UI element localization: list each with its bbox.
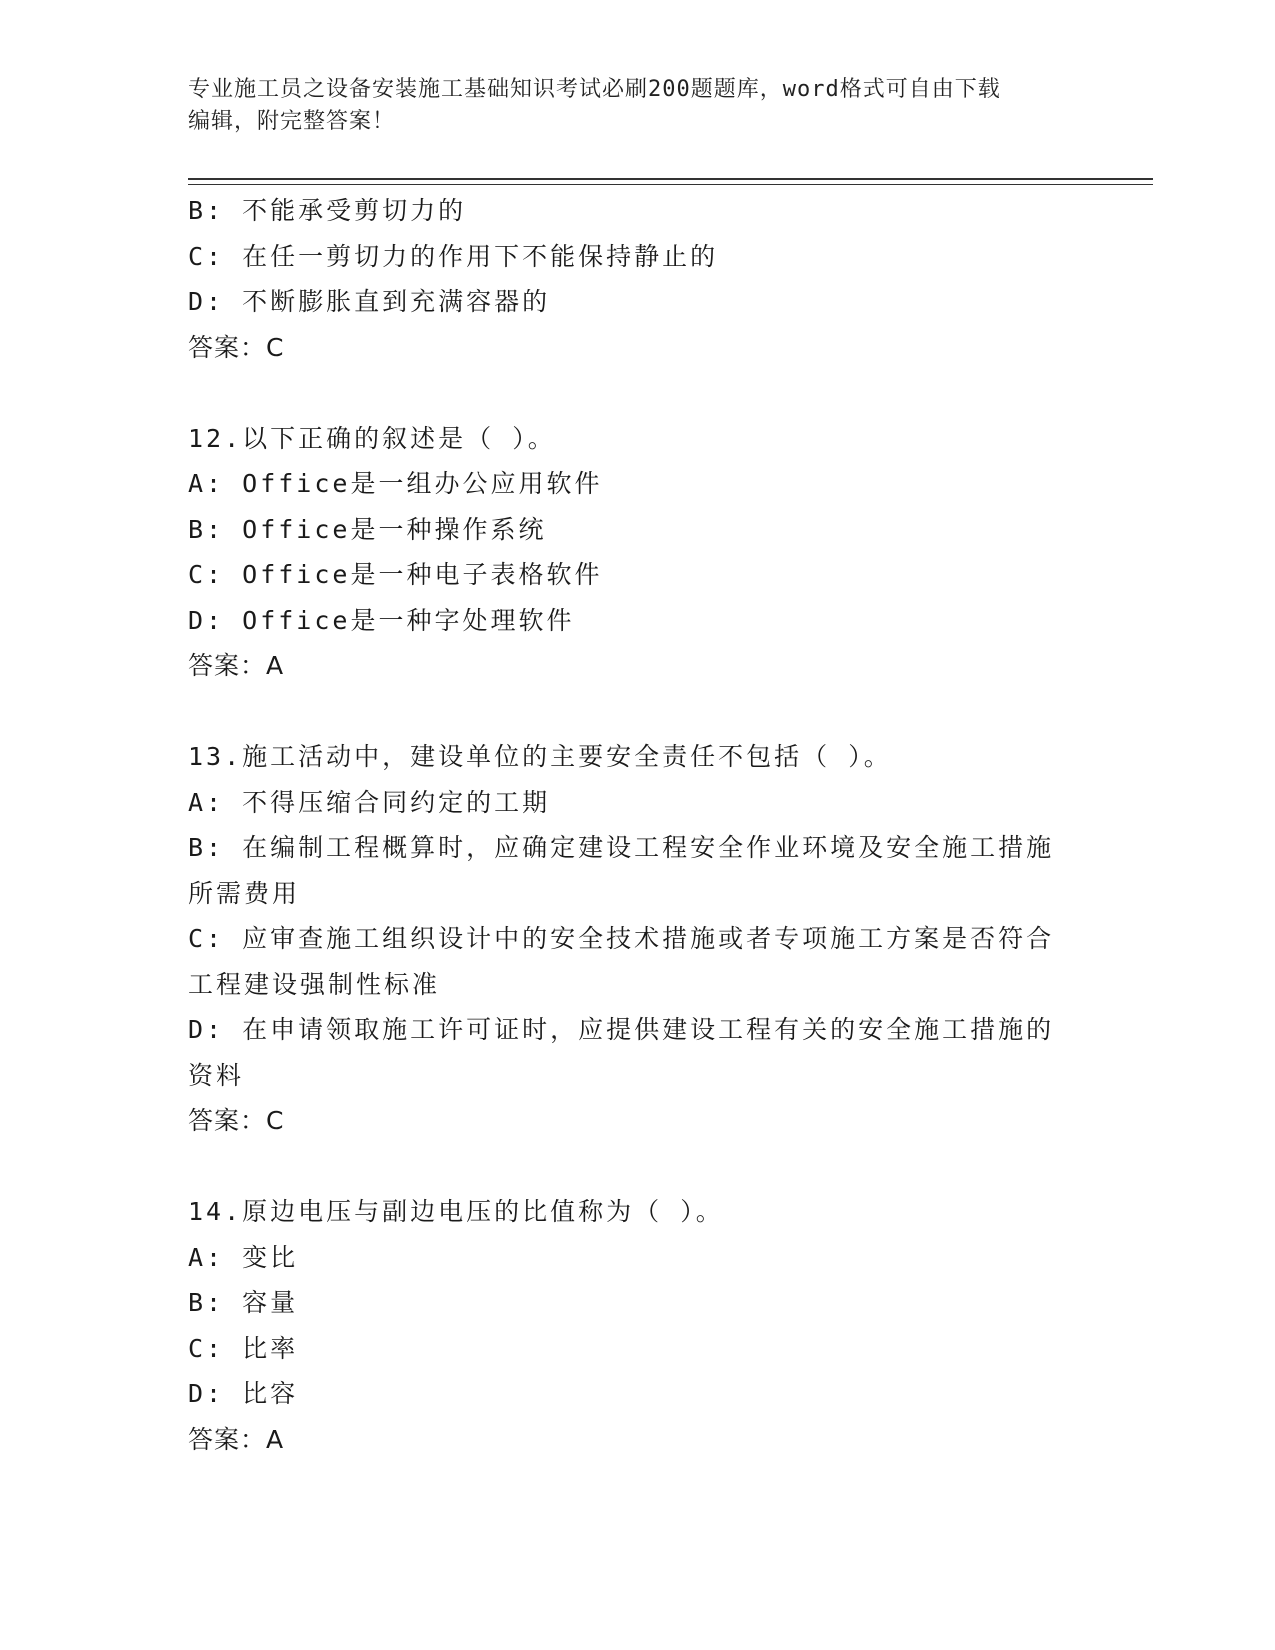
option-a: A: 不得压缩合同约定的工期 bbox=[188, 787, 551, 817]
option-c: C: 在任一剪切力的作用下不能保持静止的 bbox=[188, 241, 719, 271]
answer-line: 答案：C bbox=[188, 332, 285, 362]
question-text: 12.以下正确的叙述是（ ）。 bbox=[188, 423, 556, 453]
option-b: B: 不能承受剪切力的 bbox=[188, 196, 467, 225]
header-title-line-1: 专业施工员之设备安装施工基础知识考试必刷200题题库，word格式可自由下载 bbox=[188, 77, 1001, 102]
header-divider-thick bbox=[188, 178, 1153, 180]
answer-line: 答案：A bbox=[188, 651, 285, 680]
question-text: 13.施工活动中，建设单位的主要安全责任不包括（ ）。 bbox=[188, 742, 892, 771]
option-a: A: 变比 bbox=[188, 1242, 299, 1272]
answer-line: 答案：A bbox=[188, 1424, 285, 1454]
option-a: A: Office是一组办公应用软件 bbox=[188, 469, 603, 498]
option-d: D: 不断膨胀直到充满容器的 bbox=[188, 287, 551, 316]
question-12-block bbox=[188, 416, 1088, 689]
document-header bbox=[188, 74, 1068, 138]
option-c: C: Office是一种电子表格软件 bbox=[188, 560, 603, 589]
option-c: C: 比率 bbox=[188, 1333, 299, 1363]
question-14-block bbox=[188, 1189, 1088, 1462]
question-11-block bbox=[188, 188, 1088, 370]
option-c: C: 应审查施工组织设计中的安全技术措施或者专项施工方案是否符合 bbox=[188, 924, 1055, 953]
spacer bbox=[188, 689, 1088, 735]
question-13-block bbox=[188, 734, 1088, 1144]
question-text: 14.原边电压与副边电压的比值称为（ ）。 bbox=[188, 1197, 724, 1226]
option-d: D: Office是一种字处理软件 bbox=[188, 605, 575, 635]
option-b: B: Office是一种操作系统 bbox=[188, 514, 547, 544]
header-title-line-2: 编辑，附完整答案！ bbox=[188, 109, 396, 134]
answer-line: 答案：C bbox=[188, 1106, 285, 1135]
document-body bbox=[188, 188, 1088, 1462]
option-b: B: 在编制工程概算时，应确定建设工程安全作业环境及安全施工措施 bbox=[188, 833, 1055, 862]
header-divider-thin bbox=[188, 184, 1153, 185]
option-c-continued: 工程建设强制性标准 bbox=[188, 969, 441, 999]
option-d: D: 在申请领取施工许可证时，应提供建设工程有关的安全施工措施的 bbox=[188, 1015, 1055, 1044]
spacer bbox=[188, 370, 1088, 416]
option-d-continued: 资料 bbox=[188, 1060, 245, 1090]
spacer bbox=[188, 1144, 1088, 1190]
option-b: B: 容量 bbox=[188, 1288, 299, 1317]
option-b-continued: 所需费用 bbox=[188, 878, 301, 908]
option-d: D: 比容 bbox=[188, 1379, 299, 1408]
